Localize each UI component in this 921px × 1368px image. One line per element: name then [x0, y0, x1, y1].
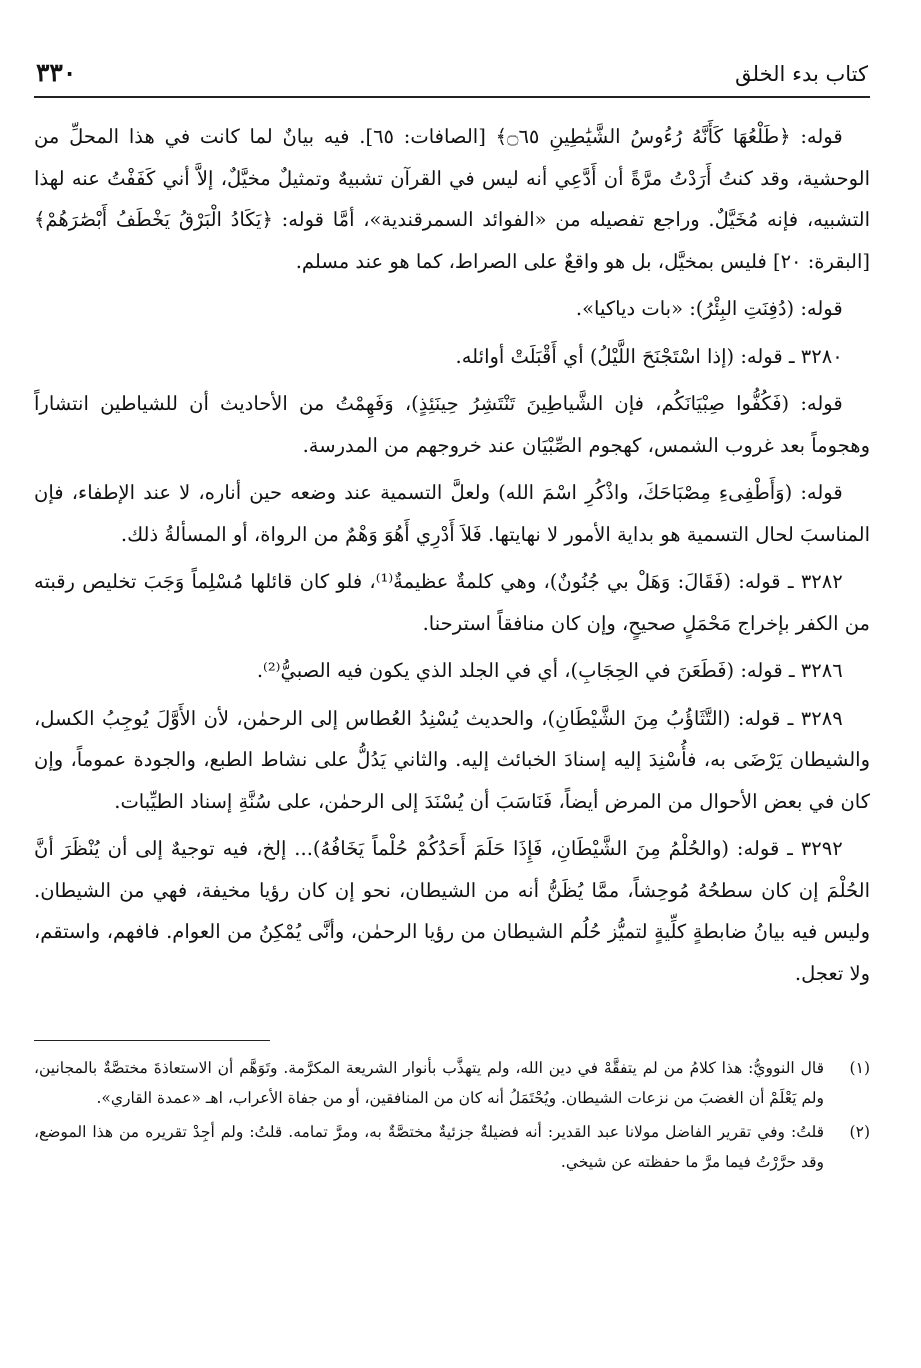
footnote-text: قلتُ: وفي تقرير الفاضل مولانا عبد القدير: أنه فضيلةٌ جزئيةٌ مختصَّةٌ به، ومرَّ تمامه. قلتُ: ولم أجِدْ تقريره من هذا الموضع، وقد حرَّرْتُ فيما مرَّ ما حفظته عن شيخي.	[34, 1123, 824, 1171]
footnote-2	[34, 1117, 870, 1177]
footnote-number: (٢)	[849, 1123, 870, 1141]
footnote-separator	[34, 1040, 270, 1041]
book-page	[34, 58, 870, 1348]
paragraph-3280: ٣٢٨٠ ـ قوله: (إذا اسْتَجْنَحَ اللَّيْلُ) أي أَقْبَلَتْ أوائله.	[455, 344, 843, 368]
footnote-text: قال النوويُّ: هذا كلامُ من لم يتفقَّهْ في دين الله، ولم يتهذَّب بأنوار الشريعة المكرَّمة. وتَوَهَّم أن الاستعاذةَ مختصَّةٌ بالمجانين، ولم يَعْلَمْ أن الغضبَ من نزعات الشيطان. ويُحْتَمَلُ أنه كان من المنافقين، أو من جفاة الأعراب، اهـ «عمدة القاري».	[34, 1059, 824, 1107]
paragraph-quran-similitude: قوله: ﴿طَلْعُهَا كَأَنَّهُ رُءُوسُ الشَّيَٰطِينِ ۝٦٥﴾ [الصافات: ٦٥]. فيه بيانٌ لما كانت في هذا المحلِّ من الوحشية، وقد كنتُ أَرَدْتُ مرَّةً أن أَدَّعِي أنه ليس في القرآن تشبيهٌ وتمثيلٌ مخيَّلٌ، إلاَّ أني كَفَفْتُ عنه لهذا التشبيه، فإنه مُخَيَّلٌ. وراجع تفصيله من «الفوائد السمرقندية»، أمَّا قوله: ﴿يَكَادُ الْبَرْقُ يَخْطَفُ أَبْصَٰرَهُمْ﴾ [البقرة: ٢٠] فليس بمخيَّل، بل هو واقعٌ على الصراط، كما هو عند مسلم.	[34, 125, 870, 273]
paragraph-extinguish-lamp: قوله: (وَأَطْفِىءِ مِصْبَاحَكَ، واذْكُرِ اسْمَ الله) ولعلَّ التسمية عند وضعه حين أناره، لا عند الإطفاء، فإن المناسبَ لحال التسمية هو بداية الأمور لا نهايتها. فَلاَ أَدْرِي أَهُوَ وَهْمٌ من الرواة، أو المسألةُ ذلك.	[34, 481, 870, 546]
main-text	[34, 116, 870, 994]
footnote-1	[34, 1053, 870, 1113]
paragraph-3282: ٣٢٨٢ ـ قوله: (فَقَالَ: وَهَلْ بي جُنُونٌ)، وهي كلمةٌ عظيمةٌ⁽¹⁾، فلو كان قائلها مُسْلِماً وَجَبَ تخليص رقبته من الكفر بإخراج مَحْمَلٍ صحيحٍ، وإن كان منافقاً استرحنا.	[34, 570, 870, 635]
paragraph-3292: ٣٢٩٢ ـ قوله: (والحُلْمُ مِنَ الشَّيْطَانِ، فَإِذَا حَلَمَ أَحَدُكُمْ حُلْماً يَخَافُهُ)... إلخ، فيه توجيهٌ إلى أن يُنْظَرَ أنَّ الحُلْمَ إن كان سطحُهُ مُوحِشاً، ممَّا يُظَنُّ أنه من الشيطان، نحو إن كان رؤيا مخيفة، فهي من الشيطان. وليس فيه بيانُ ضابطةٍ كلِّيةٍ لتميُّز حُلُم الشيطان من رؤيا الرحمٰن، وأنَّى يُمْكِنُ من العوام. فافهم، واستقم، ولا تعجل.	[34, 837, 870, 985]
paragraph-3286: ٣٢٨٦ ـ قوله: (فَطَعَنَ في الحِجَابِ)، أي في الجلد الذي يكون فيه الصبيُّ⁽²⁾.	[256, 659, 843, 682]
page-number: ٣٣٠	[36, 58, 77, 87]
paragraph-3289: ٣٢٨٩ ـ قوله: (التَّثَاؤُبُ مِنَ الشَّيْطَانِ)، والحديث يُسْنِدُ العُطاس إلى الرحمٰن، لأن الأَوَّلَ يُوجِبُ الكسل، والشيطان يَرْضَى به، فأُسْنِدَ إليه إسنادَ الخبائث إليه. والثاني يَدُلُّ على نشاط الطبع، والجودة عموماً، وإن كان في بعض الأحوال من المرض أيضاً، فَنَاسَبَ أن يُسْنَدَ إلى الرحمٰن، على سُنَّةِ إسناد الطيِّبات.	[34, 706, 870, 813]
paragraph-buried-well: قوله: (دُفِنَتِ البِئْرُ): «بات دياكيا».	[575, 297, 843, 320]
book-title: كتاب بدء الخلق	[735, 62, 868, 86]
footnotes	[34, 1053, 870, 1177]
paragraph-restrain-children: قوله: (فَكُفُّوا صِبْيَانَكُم، فإن الشَّياطِينَ تَنْتَشِرُ حِينَئِذٍ)، وَفَهِمْتُ من الأحاديث أن للشياطين انتشاراً وهجوماً بعد غروب الشمس، كهجوم الصِّبْيَان عند خروجهم من المدرسة.	[34, 392, 870, 457]
running-header	[34, 58, 870, 98]
footnote-number: (١)	[849, 1059, 870, 1077]
